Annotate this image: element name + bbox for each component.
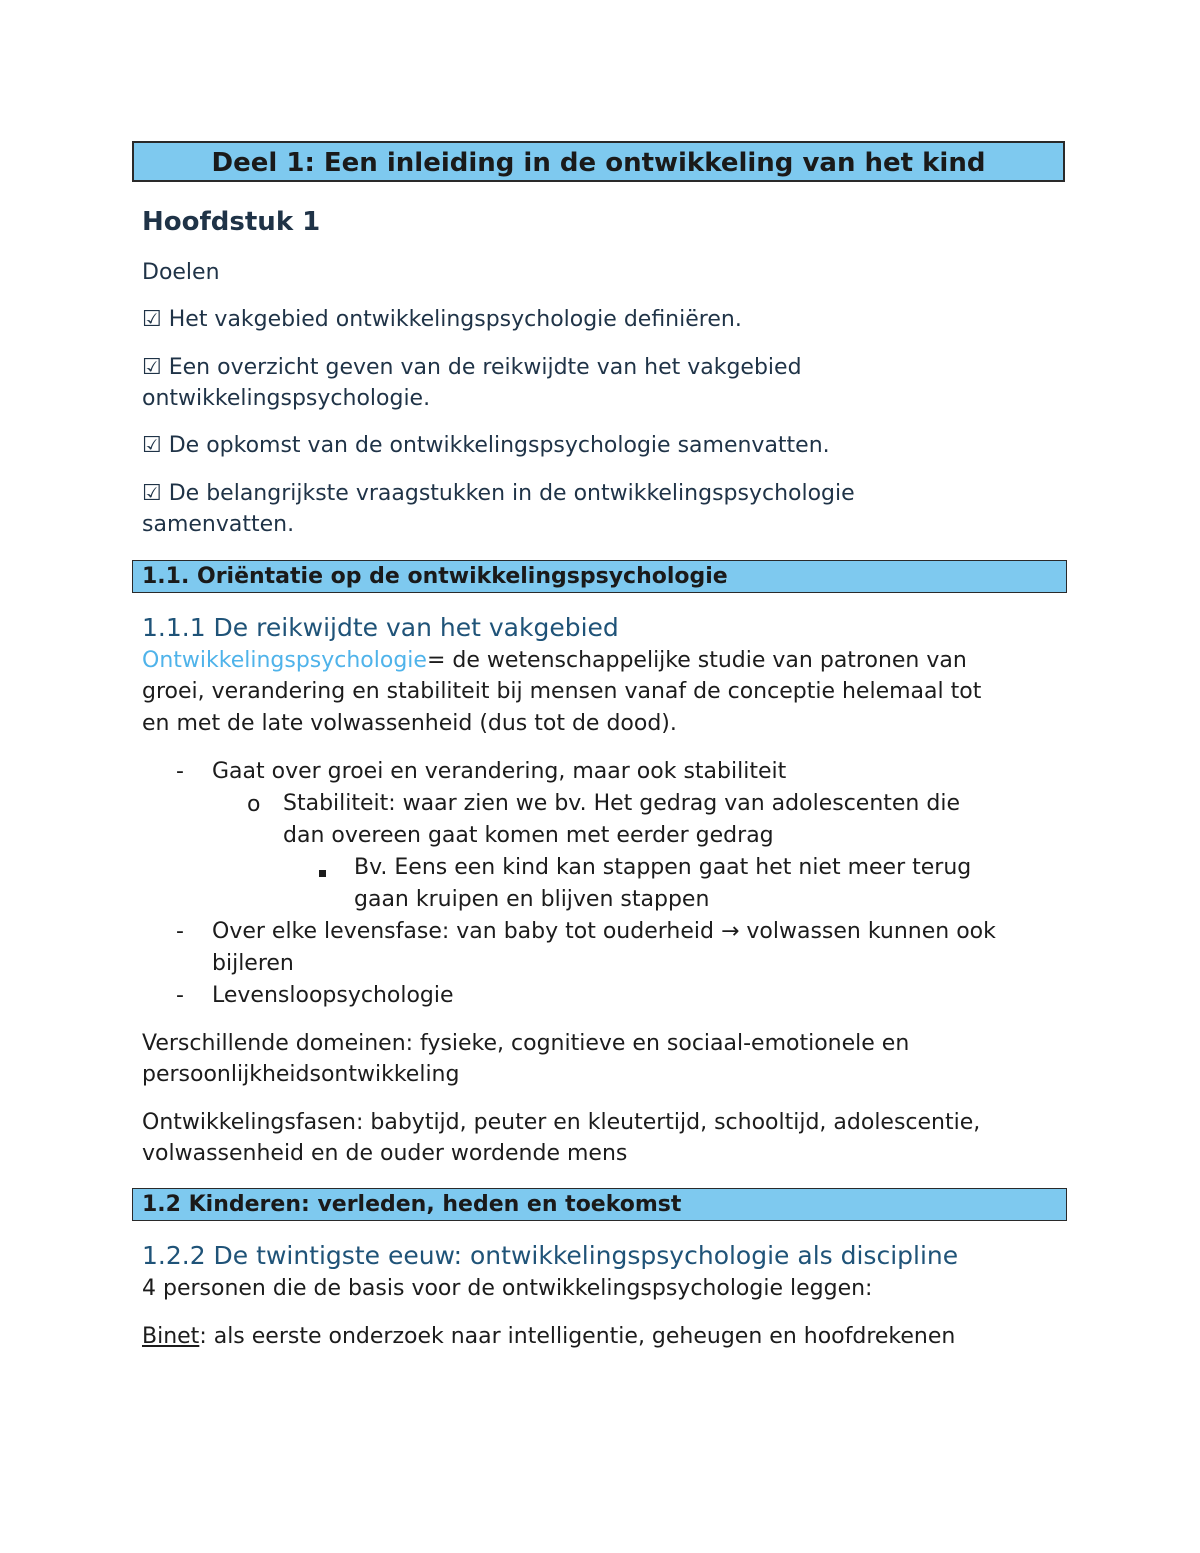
goal-item-3: [142, 430, 830, 462]
goal-item-text: De opkomst van de ontwikkelingspsychologie samenvatten.: [168, 433, 830, 458]
checkbox-icon: ☑: [142, 307, 162, 332]
section-1-2-box: [132, 1188, 1067, 1221]
goal-item-4-continued: samenvatten.: [142, 512, 295, 537]
bullet-2-text-continued: bijleren: [212, 951, 294, 976]
definition-line-2: groei, verandering en stabiliteit bij mensen vanaf de conceptie helemaal tot: [142, 679, 982, 704]
bullet-dash: -: [176, 759, 184, 784]
domains-line-2: persoonlijkheidsontwikkeling: [142, 1062, 460, 1087]
bullet-1-1-text-continued: dan overeen gaat komen met eerder gedrag: [283, 823, 774, 848]
bullet-1-1-text: Stabiliteit: waar zien we bv. Het gedrag van adolescenten die: [283, 791, 960, 816]
goal-item-text: Een overzicht geven van de reikwijdte van het vakgebied: [168, 355, 802, 380]
bullet-dash: -: [176, 983, 184, 1008]
goal-item-text: De belangrijkste vraagstukken in de ontwikkelingspsychologie: [168, 481, 855, 506]
phases-line-1: Ontwikkelingsfasen: babytijd, peuter en kleutertijd, schooltijd, adolescentie,: [142, 1110, 981, 1135]
definition-line-1: [142, 645, 967, 677]
section-1-2-title: 1.2 Kinderen: verleden, heden en toekomst: [142, 1192, 682, 1217]
section-1-1-title: 1.1. Oriëntatie op de ontwikkelingspsychologie: [142, 564, 728, 589]
goal-item-4: [142, 478, 855, 510]
goal-item-2: [142, 352, 802, 384]
bullet-1-text: Gaat over groei en verandering, maar ook stabiliteit: [212, 759, 787, 784]
binet-line: [142, 1321, 955, 1353]
checkbox-icon: ☑: [142, 481, 162, 506]
bullet-3-text: Levensloopsychologie: [212, 983, 454, 1008]
part-title-box: [132, 141, 1065, 182]
goal-item-1: [142, 304, 742, 336]
bullet-dash: -: [176, 919, 184, 944]
checkbox-icon: ☑: [142, 433, 162, 458]
checkbox-icon: ☑: [142, 355, 162, 380]
subsection-1-2-2-title: 1.2.2 De twintigste eeuw: ontwikkelingspsychologie als discipline: [142, 1241, 959, 1270]
bullet-2-text: Over elke levensfase: van baby tot ouderheid → volwassen kunnen ook: [212, 919, 996, 944]
part-title: Deel 1: Een inleiding in de ontwikkeling van het kind: [211, 148, 986, 178]
definition-text: = de wetenschappelijke studie van patronen van: [426, 648, 967, 673]
phases-line-2: volwassenheid en de ouder wordende mens: [142, 1141, 628, 1166]
goals-heading: Doelen: [142, 260, 220, 285]
binet-name: Binet: [142, 1324, 200, 1349]
definition-term: Ontwikkelingspsychologie: [142, 648, 427, 673]
binet-description: : als eerste onderzoek naar intelligentie, geheugen en hoofdrekenen: [199, 1324, 956, 1349]
section-1-1-box: [132, 560, 1067, 593]
founders-intro: 4 personen die de basis voor de ontwikkelingspsychologie leggen:: [142, 1276, 873, 1301]
definition-line-3: en met de late volwassenheid (dus tot de dood).: [142, 711, 677, 736]
domains-line-1: Verschillende domeinen: fysieke, cognitieve en sociaal-emotionele en: [142, 1031, 910, 1056]
square-bullet-icon: [319, 862, 326, 881]
chapter-title: Hoofdstuk 1: [142, 207, 321, 237]
goal-item-2-continued: ontwikkelingspsychologie.: [142, 386, 431, 411]
subsection-1-1-1-title: 1.1.1 De reikwijdte van het vakgebied: [142, 613, 619, 642]
bullet-1-1-1-text: Bv. Eens een kind kan stappen gaat het niet meer terug: [354, 855, 972, 880]
bullet-circle: o: [247, 792, 261, 817]
bullet-1-1-1-text-continued: gaan kruipen en blijven stappen: [354, 887, 710, 912]
goal-item-text: Het vakgebied ontwikkelingspsychologie definiëren.: [168, 307, 742, 332]
